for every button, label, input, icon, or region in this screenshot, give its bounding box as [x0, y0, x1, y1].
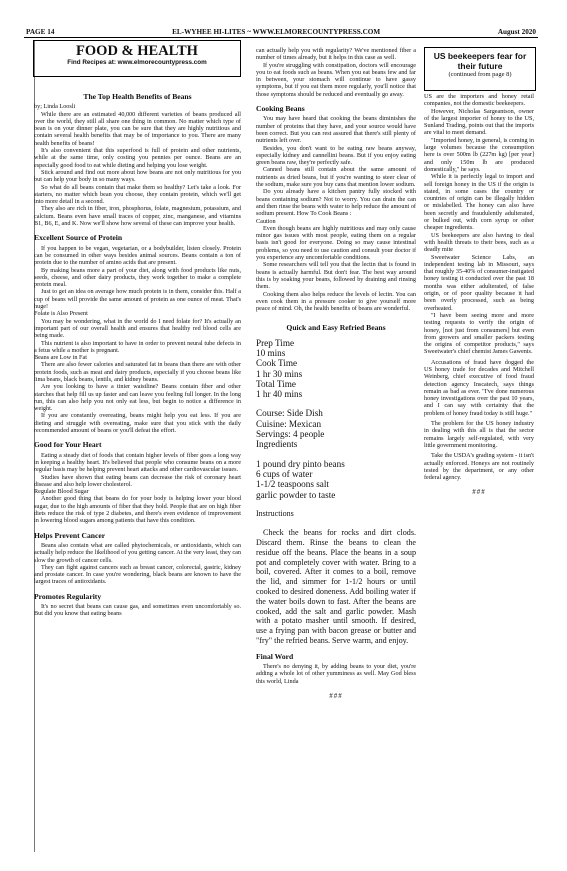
recipe-line: Ingredients: [256, 439, 298, 450]
subhead-caution: Caution: [256, 217, 276, 225]
paragraph: You may be wondering, what in the world do I need folate for? It's actually an important part of our overall health and ensures that healthy red blood cells are being made.: [34, 317, 241, 340]
paragraph: The problem for the US honey industry in dealing with this all is that the sector remains largely self-regulated, with very little government monitoring.: [424, 420, 534, 449]
page-number: PAGE 14: [26, 28, 55, 36]
paragraph: It's no secret that beans can cause gas, and sometimes even uncomfortably so. But did you know that eating beans: [34, 603, 241, 618]
paragraph: Eating a steady diet of foods that contain higher levels of fiber goes a long way in keeping a healthy heart. It's believed that people who consume beans on a more regular basis may be helping prevent heart attacks and other cardiovascular issues.: [34, 451, 241, 474]
recipe-line: Cuisine: Mexican: [256, 418, 322, 429]
paragraph: They can fight against cancers such as breast cancer, colorectal, gastric, kidney and prostate cancer. In case you're wondering, black beans are known to have the largest traces of antioxidants.: [34, 563, 241, 586]
paragraph: Stick around and find out more about how beans are not only nutritious for you but can help your body in so many ways.: [34, 168, 241, 184]
paragraph: There are also fewer calories and saturated fat in beans than there are with other protein foods, such as meat and dairy products, especially if you choose beans like lima beans, black beans, lentils, and kidney beans.: [34, 361, 241, 383]
heading-cooking: Cooking Beans: [256, 104, 305, 114]
masthead: EL-WYHEE HI-LITES ~ WWW.ELMORECOUNTYPRESS.COM: [172, 28, 381, 36]
recipe-line: Servings: 4 people: [256, 429, 325, 440]
article-column-1: [34, 93, 241, 618]
subhead-fat: Beans are Low in Fat: [34, 354, 87, 362]
paragraph: Another good thing that beans do for your body is helping lower your blood sugar, due to the high amounts of fiber that they hold. People that are on high fiber diets reduce the risk of type 2 diabetes, and there's even evidence of improvement in lowering blood sugars among patients that have this condition.: [34, 495, 241, 525]
paragraph: Accusations of fraud have dogged the US honey trade for decades and Mitchell Weinberg, chief executive of food fraud detection agency Inscatech, says things remain as bad as ever. "I've done numerous honey investigations over the past 10 years, and I can say with certainty that the problem of honey fraud today is still huge.": [424, 358, 534, 417]
article-column-2: [256, 47, 416, 700]
subhead-sugar: Regulate Blood Sugar: [34, 488, 89, 496]
instructions-heading: Instructions: [256, 508, 294, 518]
paragraph: However, Nicholas Sargeantson, owner of the largest importer of honey to the US, Sunland Trading, points out that the imports are vital to meet demand.: [424, 107, 534, 137]
paragraph: "Imported honey, in general, is coming in large volumes because the consumption here is over 500m lb (227m kg) [per year] and only 150m lb are produced domestically," he says.: [424, 136, 534, 173]
paragraph: Do you already have a kitchen pantry fully stocked with beans containing sodium? Not to worry. You can drain the can and then rinse the beans with water to help reduce the amount of sodium present. How To Cook Beans :: [256, 188, 416, 218]
paragraph: Besides, you don't want to be eating raw beans anyway, especially kidney and cannellini beans. But if you enjoy eating green beans raw, they're perfectly safe.: [256, 144, 416, 167]
ingredient: 1-1/2 teaspoons salt: [256, 479, 329, 490]
paragraph: Some researchers will tell you that the lectin that is found in beans is actually harmful. But don't fear. The best way around this is by soaking your beans, followed by draining and rinsing them.: [256, 261, 416, 291]
article-title: The Top Health Benefits of Beans: [83, 92, 192, 101]
issue-date: August 2020: [497, 28, 536, 36]
section-title-box: [33, 40, 241, 77]
recipe-line: 10 mins: [256, 347, 286, 358]
recipe-line: Total Time: [256, 378, 296, 389]
paragraph: By making beans more a part of your diet, along with food products like nuts, seeds, cheese, and other dairy products, they work together to make a complete protein meal.: [34, 266, 241, 289]
paragraph: US are the importers and honey retail companies, not the domestic beekeepers.: [424, 93, 534, 108]
paragraph: They also are rich in fiber, iron, phosphorus, folate, magnesium, potassium, and calcium. Beans even have small traces of copper, zinc, manganese, and vitamins B1, B6, E, and K. Now we'll show how several of these can improve your health.: [34, 205, 241, 228]
ingredient: garlic powder to taste: [256, 489, 336, 500]
byline: by; Linda Loosli: [34, 103, 76, 111]
paragraph: So what do all beans contain that make them so healthy? Let's take a look. For starters, no matter which bean you choose, they contain protein, which we'll get into more detail in a second.: [34, 183, 241, 206]
ingredient: 1 pound dry pinto beans: [256, 458, 345, 469]
paragraph: Cooking them also helps reduce the levels of lectin. You can even cook them in a pressure cooker to give yourself more peace of mind. Oh, the health benefits of beans are wonderful.: [256, 290, 416, 313]
paragraph: There's no denying it, by adding beans to your diet, you're adding a whole lot of other yumminess as well. May God bless this world, Linda: [256, 663, 416, 685]
paragraph: Take the USDA's grading system - it isn't actually enforced. Honeys are not routinely tested by the department, or any other federal agency.: [424, 452, 534, 482]
paragraph: "I have been seeing more and more testing requests to verify the origin of honey, [not just from consumers] but even from growers and smaller packers testing the origins of competitor products," says Sweetwater's chief chemist James Gawenis.: [424, 311, 534, 356]
paragraph: If you happen to be vegan, vegetarian, or a bodybuilder, listen closely. Protein can be consumed in other ways besides animal sources. Beans contain a ton of protein due to the number of amino acids that are present.: [34, 244, 241, 267]
section-title: FOOD & HEALTH: [76, 43, 198, 59]
heading-regularity: Promotes Regularity: [34, 591, 102, 601]
paragraph: While there are an estimated 40,000 different varieties of beans produced all over the world, they still all share one thing in common. No matter which type of bean is on your dinner plate, you can be sure that they are highly nutritious and contain several health benefits that may be of importance to you. There are many health benefits of beans!: [34, 110, 241, 147]
header-rule: [24, 37, 538, 38]
paragraph: It's also convenient that this superfood is full of protein and other nutrients, while at the same time, only costing you pennies per ounce. Beans are an especially good food to eat while dieting and helping you lose weight.: [34, 147, 241, 169]
paragraph: You may have heard that cooking the beans diminishes the number of proteins that they have, and your source would have been correct. But you can rest assured that there's still plenty of nutrients left over.: [256, 115, 416, 145]
paragraph: Beans also contain what are called phytochemicals, or antioxidants, which can actually help reduce the likelihood of you getting cancer. At the very least, they can slow the growth of cancer cells.: [34, 541, 241, 564]
heading-cancer: Helps Prevent Cancer: [34, 530, 106, 540]
sidebar-title: US beekeepers fear for their future: [433, 51, 527, 71]
sidebar-column: [424, 93, 534, 497]
recipe-line: Prep Time: [256, 337, 295, 348]
paragraph: Sweetwater Science Labs, an independent testing lab in Missouri, says that roughly 35-40% of consumer-instigated honey testing it conducted over the past 18 months was either adulterated, of false origin, or of poor quality because it had been overly processed, such as being overheated.: [424, 253, 534, 312]
paragraph: While it is perfectly legal to import and sell foreign honey in the US if the origin is stated, in some cases the country or countries of origin can be illegally hidden or mislabelled. The honey can also have been secretly and fraudulently adulterated, or bulked out, with corn syrup or other cheaper ingredients.: [424, 173, 534, 232]
paragraph: Studies have shown that eating beans can decrease the risk of coronary heart disease and also help lower cholesterol.: [34, 473, 241, 488]
heading-heart: Good for Your Heart: [34, 440, 102, 450]
paragraph: If you are constantly overeating, beans might help you eat less. If you are dieting and struggle with overeating, make sure that you stick with the daily recommended amount of beans or you'll defeat the effort.: [34, 412, 241, 435]
paragraph: Just to get an idea on average how much protein is in them, consider this. Half a cup of beans will provide the same amount of protein as one ounce of meat. That's huge!: [34, 288, 241, 311]
paragraph: If you're struggling with constipation, doctors will encourage you to eat foods such as beans. When you eat beans few and far in between, your stomach will continue to have gassy symptoms, but if you eat them more regularly, you'll notice that those symptoms should be reduced and eventually go away.: [256, 61, 416, 98]
sidebar-subtitle: (continued from page 8): [448, 71, 512, 78]
paragraph: This nutrient is also important to have in order to prevent neural tube defects in a fetus while a mother is pregnant.: [34, 339, 241, 354]
paragraph: Even though beans are highly nutritious and may only cause minor gas issues with most people, eating them on a regular basis isn't good for everyone. Doing so may cause intestinal problems, so you need to use caution and consult your doctor if you experience any uncomfortable conditions.: [256, 224, 416, 262]
section-subtitle: Find Recipes at: www.elmorecountypress.com: [67, 59, 207, 66]
recipe-line: Cook Time: [256, 358, 298, 369]
paragraph: Canned beans still contain about the same amount of nutrients as dried beans, but if you're wanting to steer clear of the sodium, make sure you buy cans that mention lower sodium.: [256, 166, 416, 189]
paragraph: can actually help you with regularity? We've mentioned fiber a number of times already, but it helps in this case as well.: [256, 47, 416, 62]
recipe-instructions: Check the beans for rocks and dirt clods. Discard them. Rinse the beans to clean the residue off the beans. Place the beans in a soup pot and completely cover with water. Bring to a boil, covered. After it comes to a boil, remove the lid, and simmer for 1-1/2 hours or until cooked to desired doneness. Add boiling water if the water boils down to fast. After the beans are cooked, add the salt and garlic powder. Mash with a potato masher until smooth. If desired, use a frying pan with bacon grease or butter and "fry" the refried beans. Serve warm, and enjoy.: [256, 528, 416, 645]
subhead-folate: Folate is Also Present: [34, 310, 88, 318]
paragraph: Are you looking to have a tinier waistline? Beans contain fiber and other starches that help fill us up faster and can leave you feeling full longer. In the long run, this can also help you not only eat less, but begin to notice a difference in weight.: [34, 383, 241, 413]
heading-protein: Excellent Source of Protein: [34, 233, 123, 243]
heading-final-word: Final Word: [256, 651, 294, 661]
page-header: [26, 28, 536, 36]
recipe-line: Course: Side Dish: [256, 408, 323, 419]
recipe-line: 1 hr 40 mins: [256, 389, 303, 400]
recipe-title: Quick and Easy Refried Beans: [286, 323, 386, 333]
paragraph: US beekeepers are also having to deal with health threats to their bees, such as a deadly mite: [424, 231, 534, 254]
end-mark: ###: [329, 691, 343, 700]
end-mark: ###: [472, 488, 486, 497]
recipe-line: 1 hr 30 mins: [256, 368, 303, 379]
ingredient: 6 cups of water: [256, 468, 313, 479]
sidebar-title-box: [424, 47, 536, 91]
recipe-block: [256, 338, 416, 519]
